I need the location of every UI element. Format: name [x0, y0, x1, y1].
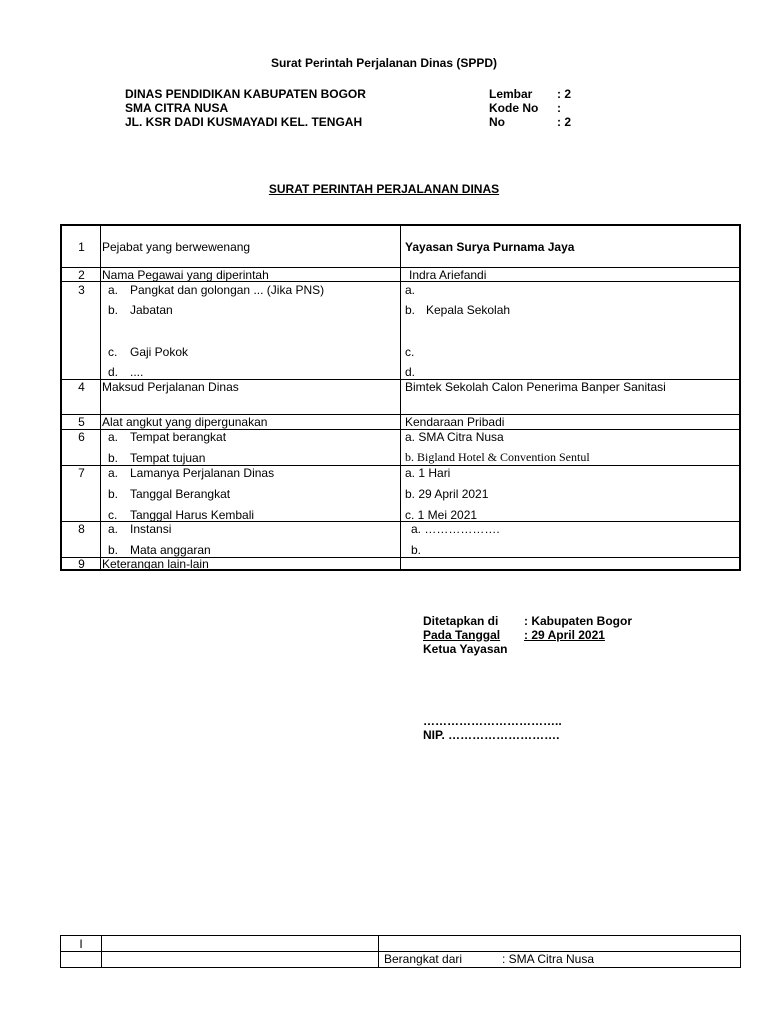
row-6b-value: b. Bigland Hotel & Convention Sentul — [405, 450, 590, 464]
meta-key-lembar: Lembar — [489, 87, 533, 101]
row-3b-marker: b. — [108, 303, 119, 317]
row-3b-value: Kepala Sekolah — [426, 303, 511, 317]
header-line-agency: DINAS PENDIDIKAN KABUPATEN BOGOR — [125, 87, 366, 101]
row-6b-label: Tempat tujuan — [130, 451, 206, 465]
row-7a-label: Lamanya Perjalanan Dinas — [130, 466, 275, 480]
row-2-value: Indra Ariefandi — [409, 268, 487, 282]
row-7c-label: Tanggal Harus Kembali — [130, 508, 255, 522]
row-8a-marker: a. — [108, 522, 119, 536]
row-8a-label: Instansi — [130, 522, 172, 536]
row-6a-marker: a. — [108, 430, 119, 444]
row-2-number: 2 — [78, 268, 85, 282]
meta-value-lembar: : 2 — [557, 87, 572, 101]
row-7b-value: b. 29 April 2021 — [405, 487, 489, 501]
row-7-number: 7 — [78, 466, 85, 480]
row-3c-marker: c. — [108, 345, 118, 359]
row-7b-marker: b. — [108, 487, 119, 501]
footer-depart-value: : SMA Citra Nusa — [502, 952, 595, 966]
document-title: Surat Perintah Perjalanan Dinas (SPPD) — [270, 56, 498, 70]
row-7b-label: Tanggal Berangkat — [130, 487, 231, 501]
row-4-number: 4 — [78, 380, 85, 394]
row-6b-marker: b. — [108, 451, 119, 465]
header-line-school: SMA CITRA NUSA — [125, 101, 229, 115]
row-4-value: Bimtek Sekolah Calon Penerima Banper Sanitasi — [405, 380, 666, 394]
signature-date-value: : 29 April 2021 — [524, 628, 605, 642]
header-line-address: JL. KSR DADI KUSMAYADI KEL. TENGAH — [125, 115, 363, 129]
row-5-label: Alat angkut yang dipergunakan — [102, 415, 268, 429]
row-2-label: Nama Pegawai yang diperintah — [102, 268, 269, 282]
row-3b-label: Jabatan — [130, 303, 173, 317]
row-6-number: 6 — [78, 430, 85, 444]
row-1-label: Pejabat yang berwewenang — [102, 240, 251, 254]
row-3b-value-marker: b. — [405, 303, 416, 317]
row-3d-marker: d. — [108, 365, 119, 379]
signature-name-line: …………………………….. — [423, 714, 562, 728]
row-3a-value: a. — [405, 283, 416, 297]
row-6a-label: Tempat berangkat — [130, 430, 227, 444]
table-divider-value — [400, 226, 401, 569]
row-3c-value: c. — [405, 345, 415, 359]
row-3-number: 3 — [78, 283, 85, 297]
row-8b-value: b. — [411, 543, 422, 557]
row-7c-value: c. 1 Mei 2021 — [405, 508, 478, 522]
row-8-number: 8 — [78, 522, 85, 536]
row-9-label: Keterangan lain-lain — [102, 557, 209, 571]
row-7a-marker: a. — [108, 466, 119, 480]
signature-date-label: Pada Tanggal — [423, 628, 501, 642]
meta-value-kode-no: : — [557, 101, 561, 115]
row-5-value: Kendaraan Pribadi — [405, 415, 505, 429]
row-8b-marker: b. — [108, 543, 119, 557]
departure-table — [60, 935, 741, 968]
row-3c-label: Gaji Pokok — [130, 345, 189, 359]
row-7a-value: a. 1 Hari — [405, 466, 451, 480]
meta-value-no: : 2 — [557, 115, 572, 129]
row-6a-value: a. SMA Citra Nusa — [405, 430, 504, 444]
row-7c-marker: c. — [108, 508, 118, 522]
signature-role: Ketua Yayasan — [423, 642, 508, 656]
row-4-label: Maksud Perjalanan Dinas — [102, 380, 239, 394]
row-3d-value: d. — [405, 365, 416, 379]
row-9-number: 9 — [78, 557, 85, 571]
sppd-table — [60, 224, 741, 571]
signature-nip: NIP. ………………………. — [423, 728, 560, 742]
signature-place-label: Ditetapkan di — [423, 614, 499, 628]
row-8b-label: Mata anggaran — [130, 543, 211, 557]
row-8a-value: a. ………………. — [411, 522, 500, 536]
row-3d-label: .... — [130, 365, 144, 379]
row-1-number: 1 — [78, 240, 85, 254]
row-3a-marker: a. — [108, 283, 119, 297]
row-3a-label: Pangkat dan golongan ... (Jika PNS) — [130, 283, 325, 297]
footer-roman-numeral: I — [79, 937, 83, 951]
section-title: SURAT PERINTAH PERJALANAN DINAS — [268, 182, 500, 196]
meta-key-no: No — [489, 115, 505, 129]
footer-depart-label: Berangkat dari — [384, 952, 463, 966]
row-1-value: Yayasan Surya Purnama Jaya — [405, 240, 575, 254]
signature-place-value: : Kabupaten Bogor — [524, 614, 632, 628]
row-5-number: 5 — [78, 415, 85, 429]
meta-key-kode-no: Kode No — [489, 101, 539, 115]
